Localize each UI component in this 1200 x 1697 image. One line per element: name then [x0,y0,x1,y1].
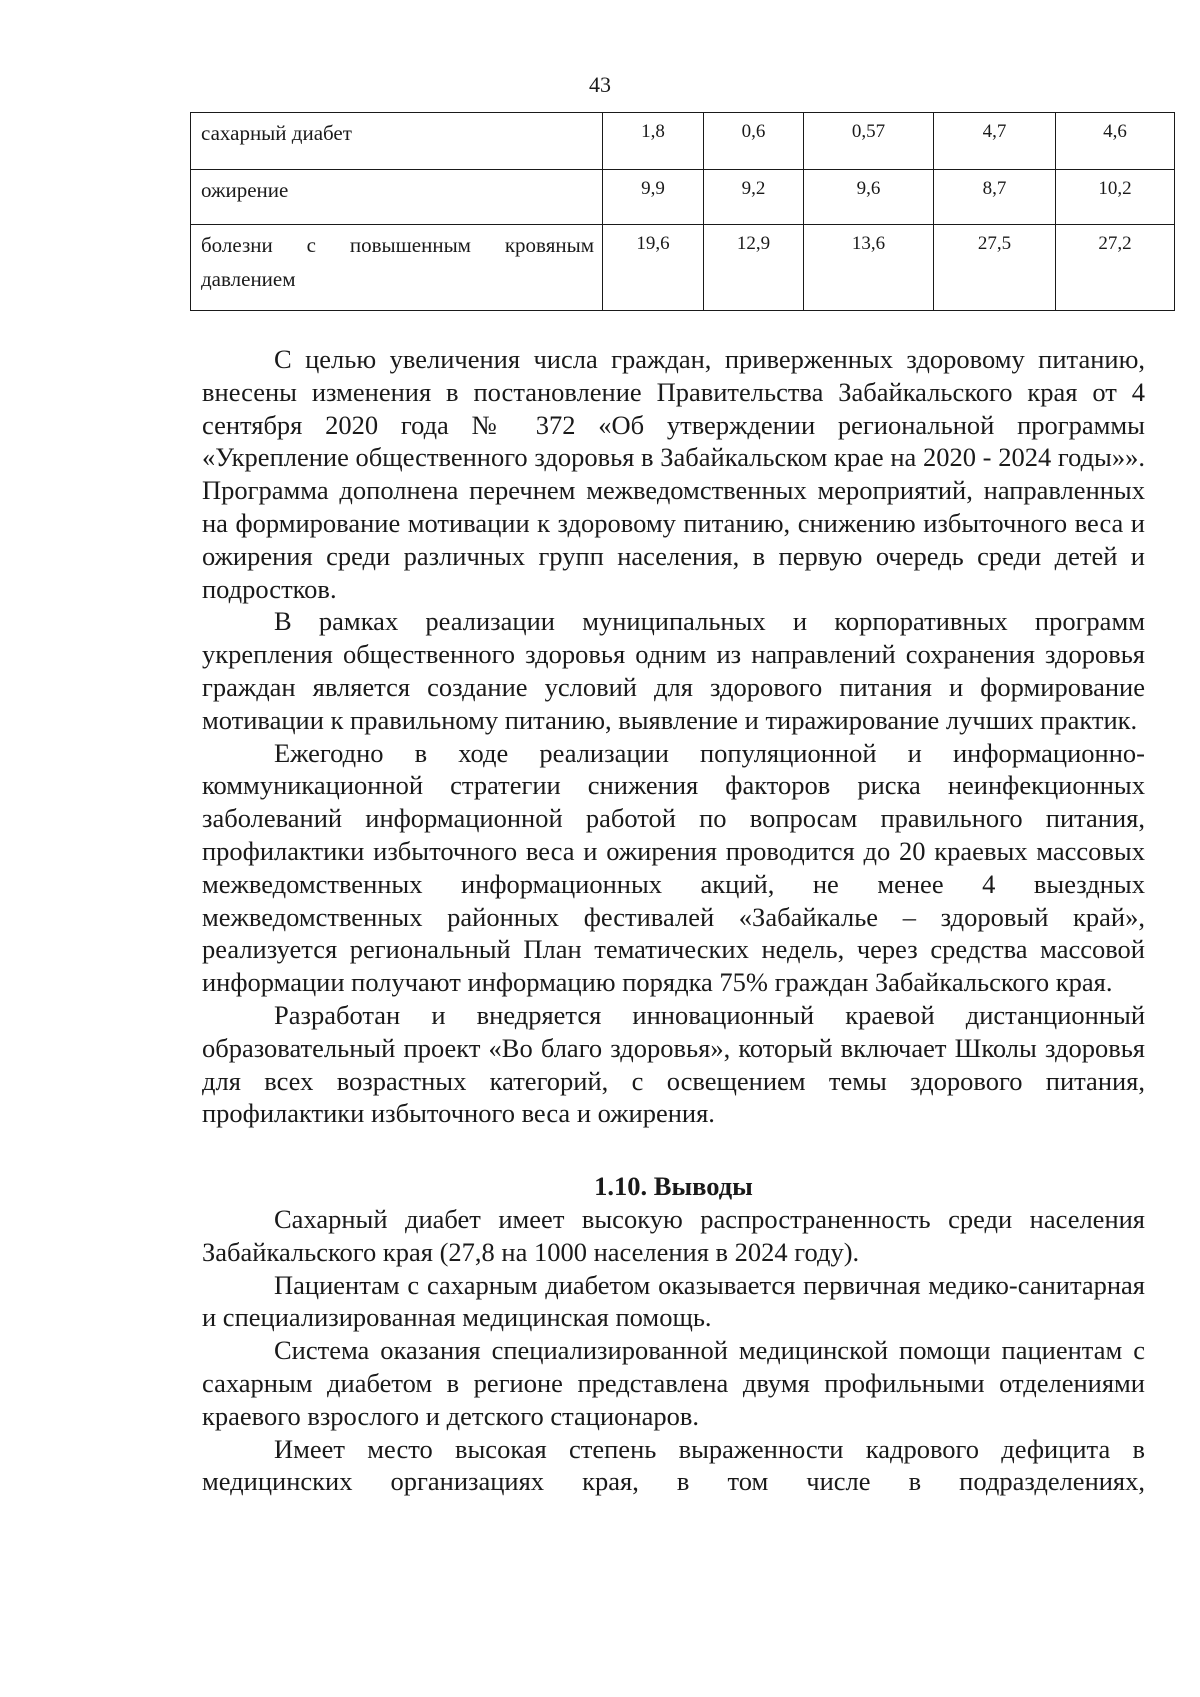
page-number: 43 [589,72,611,97]
table-row [191,170,1175,225]
section-heading: 1.10. Выводы [594,1171,753,1202]
table-cell: 9,6 [804,170,934,225]
paragraph: С целью увеличения числа граждан, приверженных здоровому питанию, внесены изменения в постановление Правительства Забайкальского края от 4 сентября 2020 года № 372 «Об утверждении региональной программы «Укрепление общественного здоровья в Забайкальском крае на 2020 - 2024 годы»». Программа дополнена перечнем межведомственных мероприятий, направленных на формирование мотивации к здоровому питанию, снижению избыточного веса и ожирения среди различных групп населения, в первую очередь среди детей и подростков. [202,344,1145,604]
paragraph: Ежегодно в ходе реализации популяционной и информационно-коммуникационной стратегии снижения факторов риска неинфекционных заболеваний информационной работой по вопросам правильного питания, профилактики избыточного веса и ожирения проводится до 20 краевых массовых межведомственных информационных акций, не менее 4 выездных межведомственных районных фестивалей «Забайкалье – здоровый край», реализуется региональный План тематических недель, через средства массовой информации получают информацию порядка 75% граждан Забайкальского края. [202,737,1145,998]
table-cell: 4,7 [934,113,1056,170]
row-label: сахарный диабет [191,113,603,170]
table-row [191,225,1175,311]
paragraph: Имеет место высокая степень выраженности кадрового дефицита в медицинских организациях края, в том числе в подразделениях, [202,1433,1145,1497]
table-cell: 13,6 [804,225,934,311]
table-cell: 19,6 [603,225,704,311]
table-cell: 8,7 [934,170,1056,225]
table-cell: 27,2 [1056,225,1175,311]
table-cell: 4,6 [1056,113,1175,170]
row-label: болезни с повышенным кровяным давлением [191,225,603,311]
table-cell: 9,9 [603,170,704,225]
table-cell: 0,57 [804,113,934,170]
table-cell: 12,9 [704,225,804,311]
paragraph: Пациентам с сахарным диабетом оказывается первичная медико-санитарная и специализированная медицинская помощь. [202,1269,1145,1333]
paragraph: Система оказания специализированной медицинской помощи пациентам с сахарным диабетом в регионе представлена двумя профильными отделениями краевого взрослого и детского стационаров. [202,1335,1145,1431]
table-cell: 9,2 [704,170,804,225]
body-text [202,343,1145,1498]
row-label: ожирение [191,170,603,225]
paragraph: Разработан и внедряется инновационный краевой дистанционный образовательный проект «Во благо здоровья», который включает Школы здоровья для всех возрастных категорий, с освещением темы здорового питания, профилактики избыточного веса и ожирения. [202,999,1145,1129]
table-cell: 10,2 [1056,170,1175,225]
table-row [191,113,1175,170]
paragraph: Сахарный диабет имеет высокую распространенность среди населения Забайкальского края (27,8 на 1000 населения в 2024 году). [202,1203,1145,1267]
paragraph: В рамках реализации муниципальных и корпоративных программ укрепления общественного здоровья одним из направлений сохранения здоровья граждан является создание условий для здорового питания и формирование мотивации к правильному питанию, выявление и тиражирование лучших практик. [202,606,1145,735]
table-cell: 0,6 [704,113,804,170]
table-cell: 1,8 [603,113,704,170]
statistics-table [190,112,1175,311]
table-cell: 27,5 [934,225,1056,311]
